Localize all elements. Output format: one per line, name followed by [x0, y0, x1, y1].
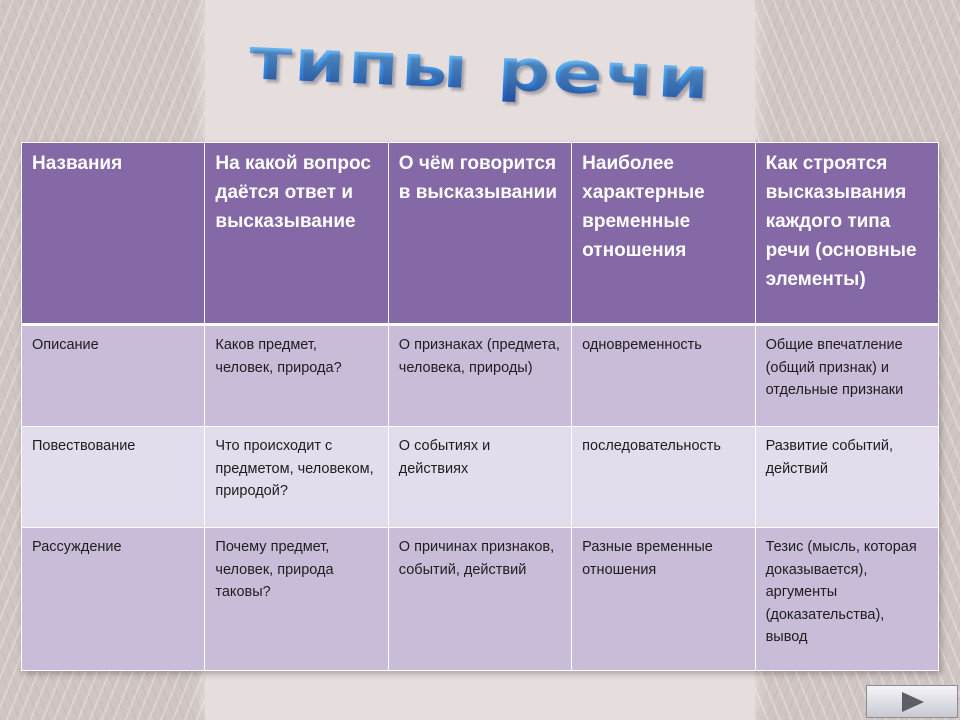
cell-structure: Тезис (мысль, которая доказывается), аргументы (доказательства), вывод — [755, 528, 938, 671]
cell-subject: О признаках (предмета, человека, природы) — [388, 325, 571, 427]
play-arrow-icon — [902, 692, 924, 712]
cell-subject: О событиях и действиях — [388, 427, 571, 528]
cell-question: Почему предмет, человек, природа таковы? — [205, 528, 388, 671]
table-row — [22, 325, 939, 427]
title-container — [0, 26, 960, 112]
header-cell-time-relations: Наиболее характерные временные отношения — [572, 143, 755, 325]
cell-type-name: Рассуждение — [22, 528, 205, 671]
table-body — [22, 325, 939, 671]
cell-type-name: Описание — [22, 325, 205, 427]
speech-types-table — [21, 142, 939, 671]
table-header — [22, 143, 939, 325]
cell-time-relations: одновременность — [572, 325, 755, 427]
header-cell-subject: О чём говорится в высказывании — [388, 143, 571, 325]
cell-time-relations: Разные временные отношения — [572, 528, 755, 671]
header-cell-question: На какой вопрос даётся ответ и высказывание — [205, 143, 388, 325]
cell-question: Каков предмет, человек, природа? — [205, 325, 388, 427]
table-row — [22, 528, 939, 671]
header-row — [22, 143, 939, 325]
cell-time-relations: последовательность — [572, 427, 755, 528]
cell-type-name: Повествование — [22, 427, 205, 528]
next-slide-button[interactable] — [866, 685, 958, 718]
cell-structure: Общие впечатление (общий признак) и отдельные признаки — [755, 325, 938, 427]
table-row — [22, 427, 939, 528]
cell-structure: Развитие событий, действий — [755, 427, 938, 528]
cell-question: Что происходит с предметом, человеком, природой? — [205, 427, 388, 528]
slide-title: типы речи — [247, 25, 713, 113]
header-cell-names: Названия — [22, 143, 205, 325]
cell-subject: О причинах признаков, событий, действий — [388, 528, 571, 671]
header-cell-structure: Как строятся высказывания каждого типа речи (основные элементы) — [755, 143, 938, 325]
